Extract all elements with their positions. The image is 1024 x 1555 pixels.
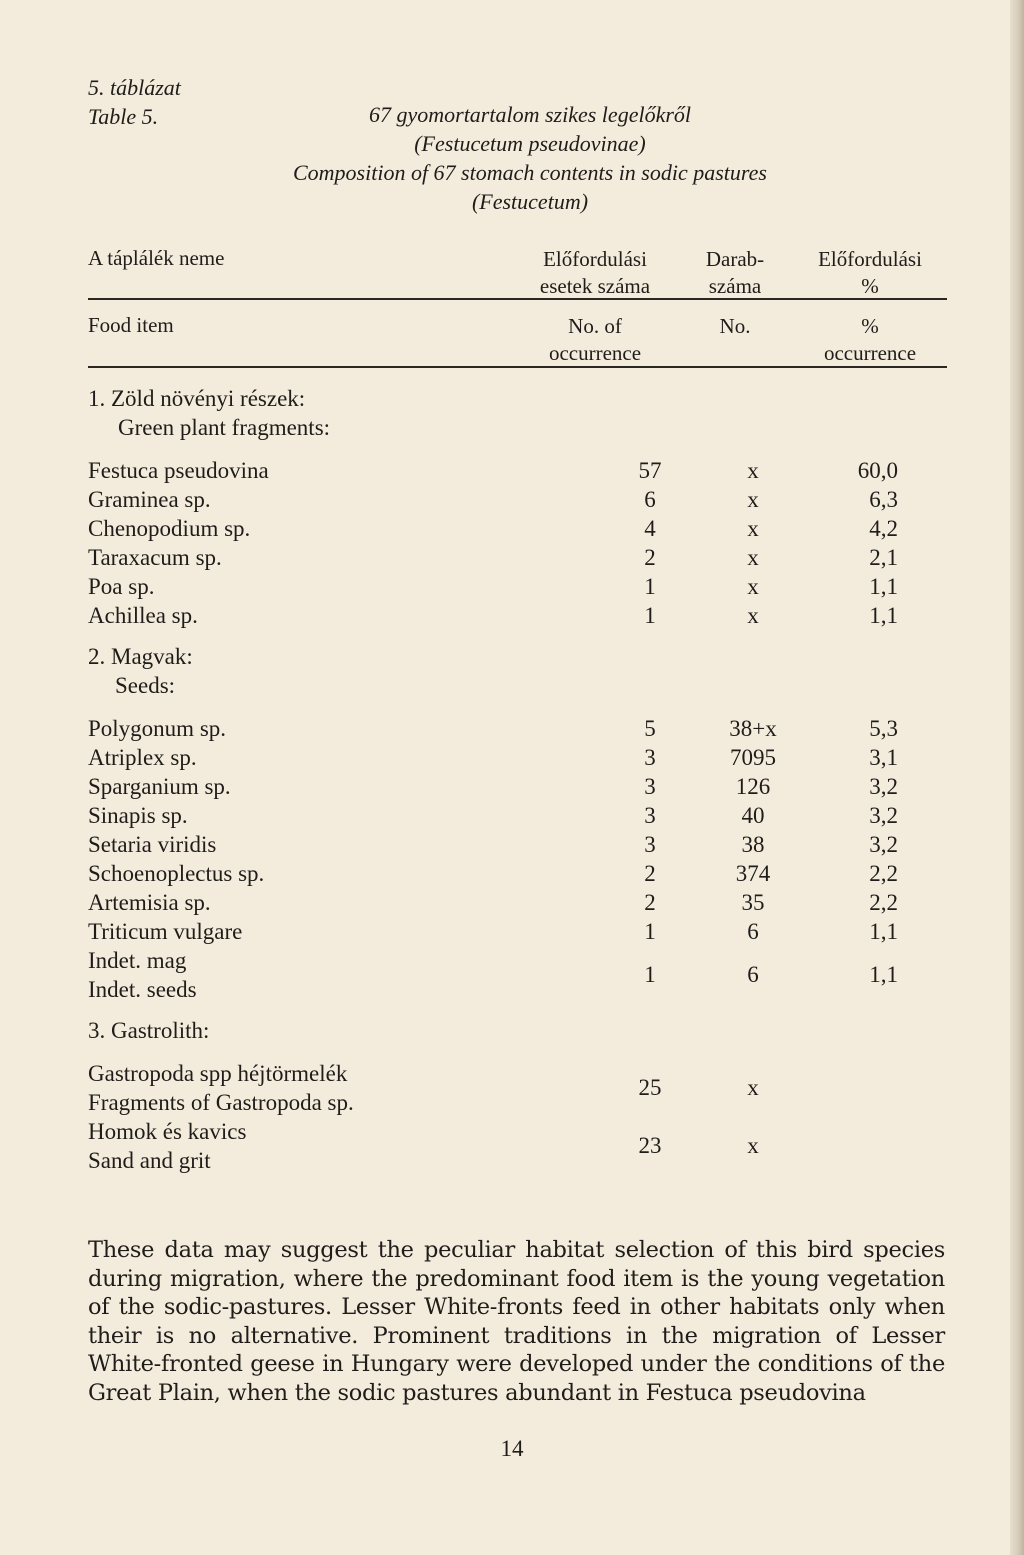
row-name-pair bbox=[88, 1059, 354, 1117]
row-no: x bbox=[747, 1075, 759, 1100]
row-no: 38 bbox=[741, 832, 765, 857]
row-no: x bbox=[747, 1133, 759, 1158]
row-name: Sinapis sp. bbox=[88, 803, 188, 828]
col-header-pct-en-b: occurrence bbox=[823, 341, 917, 365]
row-occ: 3 bbox=[644, 832, 656, 857]
table-row bbox=[88, 917, 948, 946]
col-header-no-en bbox=[680, 313, 790, 340]
col-header-pct-en bbox=[795, 313, 945, 367]
row-pct: 1,1 bbox=[869, 574, 898, 599]
section-title-hu: 3. Gastrolith: bbox=[88, 1018, 210, 1043]
row-no: x bbox=[747, 603, 759, 628]
table-row bbox=[88, 543, 948, 572]
data-table bbox=[88, 384, 948, 1175]
table-row bbox=[88, 859, 948, 888]
row-occ: 57 bbox=[638, 458, 662, 483]
row-name-hu: Gastropoda spp héjtörmelék bbox=[88, 1061, 348, 1086]
row-no: 6 bbox=[747, 919, 759, 944]
header-rule-top bbox=[88, 298, 947, 300]
row-name-en: Fragments of Gastropoda sp. bbox=[88, 1090, 354, 1115]
col-header-occ-en-b: occurrence bbox=[548, 341, 642, 365]
table-row bbox=[88, 572, 948, 601]
row-pct: 3,2 bbox=[869, 832, 898, 857]
row-occ: 3 bbox=[644, 745, 656, 770]
row-occ: 1 bbox=[644, 962, 656, 987]
row-occ: 4 bbox=[644, 516, 656, 541]
table-row bbox=[88, 714, 948, 743]
table-row bbox=[88, 830, 948, 859]
table-label-hu: 5. táblázat bbox=[88, 75, 181, 100]
row-occ: 1 bbox=[644, 574, 656, 599]
table-row bbox=[88, 456, 948, 485]
row-no: x bbox=[747, 574, 759, 599]
row-pct: 1,1 bbox=[869, 962, 898, 987]
row-name: Poa sp. bbox=[88, 574, 155, 599]
title-en-line2: (Festucetum) bbox=[471, 189, 589, 214]
page-number: 14 bbox=[500, 1436, 524, 1461]
row-no: x bbox=[747, 458, 759, 483]
col-header-pct-en-a: % bbox=[861, 314, 879, 338]
row-name: Setaria viridis bbox=[88, 832, 217, 857]
row-name: Taraxacum sp. bbox=[88, 545, 222, 570]
row-no: 7095 bbox=[730, 745, 776, 770]
row-occ: 5 bbox=[644, 716, 656, 741]
section-title-hu: 1. Zöld növényi részek: bbox=[88, 386, 306, 411]
col-header-occ-hu-b: esetek száma bbox=[539, 274, 651, 298]
section-title-en: Seeds: bbox=[115, 673, 176, 698]
row-name-pair bbox=[88, 946, 197, 1004]
row-name: Artemisia sp. bbox=[88, 890, 211, 915]
row-no: x bbox=[747, 516, 759, 541]
col-header-occ-hu bbox=[520, 246, 670, 300]
row-name: Chenopodium sp. bbox=[88, 516, 251, 541]
row-pct: 4,2 bbox=[869, 516, 898, 541]
row-occ: 6 bbox=[644, 487, 656, 512]
table-row bbox=[88, 601, 948, 630]
row-pct: 1,1 bbox=[869, 603, 898, 628]
table-row bbox=[88, 888, 948, 917]
row-name: Triticum vulgare bbox=[88, 919, 243, 944]
row-occ: 3 bbox=[644, 803, 656, 828]
col-header-food-en: Food item bbox=[88, 313, 174, 337]
table-row bbox=[88, 772, 948, 801]
row-name: Polygonum sp. bbox=[88, 716, 227, 741]
table-row bbox=[88, 743, 948, 772]
row-no: x bbox=[747, 545, 759, 570]
row-pct: 3,1 bbox=[869, 745, 898, 770]
row-name-pair bbox=[88, 1117, 246, 1175]
col-header-no-hu bbox=[680, 246, 790, 300]
row-name-en: Indet. seeds bbox=[88, 977, 197, 1002]
table-row-indet bbox=[88, 946, 948, 1004]
table-row bbox=[88, 801, 948, 830]
header-rule-bottom bbox=[88, 366, 947, 368]
col-header-food-hu: A táplálék neme bbox=[88, 246, 225, 270]
row-pct: 2,1 bbox=[869, 545, 898, 570]
table-row-gastropoda bbox=[88, 1059, 948, 1117]
row-no: 38+x bbox=[729, 716, 777, 741]
row-name: Schoenoplectus sp. bbox=[88, 861, 265, 886]
col-header-no-hu-a: Darab- bbox=[705, 247, 765, 271]
row-pct: 2,2 bbox=[869, 890, 898, 915]
row-occ: 23 bbox=[638, 1133, 662, 1158]
row-name: Festuca pseudovina bbox=[88, 458, 269, 483]
row-name-hu: Indet. mag bbox=[88, 948, 187, 973]
row-pct: 2,2 bbox=[869, 861, 898, 886]
row-pct: 5,3 bbox=[869, 716, 898, 741]
body-paragraph: These data may suggest the peculiar habitat selection of this bird species during migration, where the predominant food item is the young vegetation of the sodic-pastures. Lesser White-fronts feed in other habitats only when their is no alternative. Prominent traditions in the migration of Lesser White-fronted geese in Hungary were developed under the conditions of the Great Plain, when the sodic pastures abundant in Festuca pseudovina bbox=[88, 1237, 945, 1406]
row-pct: 1,1 bbox=[869, 919, 898, 944]
col-header-pct-hu-a: Előfordulási bbox=[818, 247, 922, 271]
row-pct: 60,0 bbox=[857, 458, 898, 483]
table-label-en: Table 5. bbox=[88, 104, 159, 129]
col-header-no-hu-b: száma bbox=[708, 274, 762, 298]
row-occ: 3 bbox=[644, 774, 656, 799]
row-no: 35 bbox=[741, 890, 765, 915]
table-row-sand bbox=[88, 1117, 948, 1175]
table-row bbox=[88, 514, 948, 543]
row-no: 40 bbox=[741, 803, 765, 828]
title-en-line1: Composition of 67 stomach contents in sodic pastures bbox=[292, 160, 767, 185]
row-occ: 1 bbox=[644, 603, 656, 628]
table-row bbox=[88, 485, 948, 514]
row-pct: 6,3 bbox=[869, 487, 898, 512]
row-no: 374 bbox=[735, 861, 771, 886]
col-header-pct-hu-b: % bbox=[861, 274, 879, 298]
row-no: x bbox=[747, 487, 759, 512]
section-title-en: Green plant fragments: bbox=[118, 415, 331, 440]
row-name: Atriplex sp. bbox=[88, 745, 197, 770]
page-edge-shadow bbox=[1010, 0, 1024, 1555]
row-name: Sparganium sp. bbox=[88, 774, 231, 799]
row-no: 6 bbox=[747, 962, 759, 987]
col-header-occ-en bbox=[520, 313, 670, 367]
row-name-en: Sand and grit bbox=[88, 1148, 211, 1173]
row-name: Achillea sp. bbox=[88, 603, 198, 628]
title-hu-line2: (Festucetum pseudovinae) bbox=[414, 131, 646, 156]
col-header-occ-en-a: No. of bbox=[568, 314, 622, 338]
row-occ: 2 bbox=[644, 861, 656, 886]
title-hu-line1: 67 gyomortartalom szikes legelőkről bbox=[368, 102, 692, 127]
col-header-occ-hu-a: Előfordulási bbox=[543, 247, 647, 271]
row-pct: 3,2 bbox=[869, 774, 898, 799]
col-header-no-en-a: No. bbox=[719, 314, 751, 338]
row-occ: 1 bbox=[644, 919, 656, 944]
row-name-hu: Homok és kavics bbox=[88, 1119, 247, 1144]
section-title-hu: 2. Magvak: bbox=[88, 644, 193, 669]
row-pct: 3,2 bbox=[869, 803, 898, 828]
row-name: Graminea sp. bbox=[88, 487, 211, 512]
col-header-pct-hu bbox=[795, 246, 945, 300]
row-occ: 2 bbox=[644, 890, 656, 915]
row-occ: 2 bbox=[644, 545, 656, 570]
row-no: 126 bbox=[735, 774, 771, 799]
table-title bbox=[160, 100, 900, 216]
row-occ: 25 bbox=[638, 1075, 662, 1100]
